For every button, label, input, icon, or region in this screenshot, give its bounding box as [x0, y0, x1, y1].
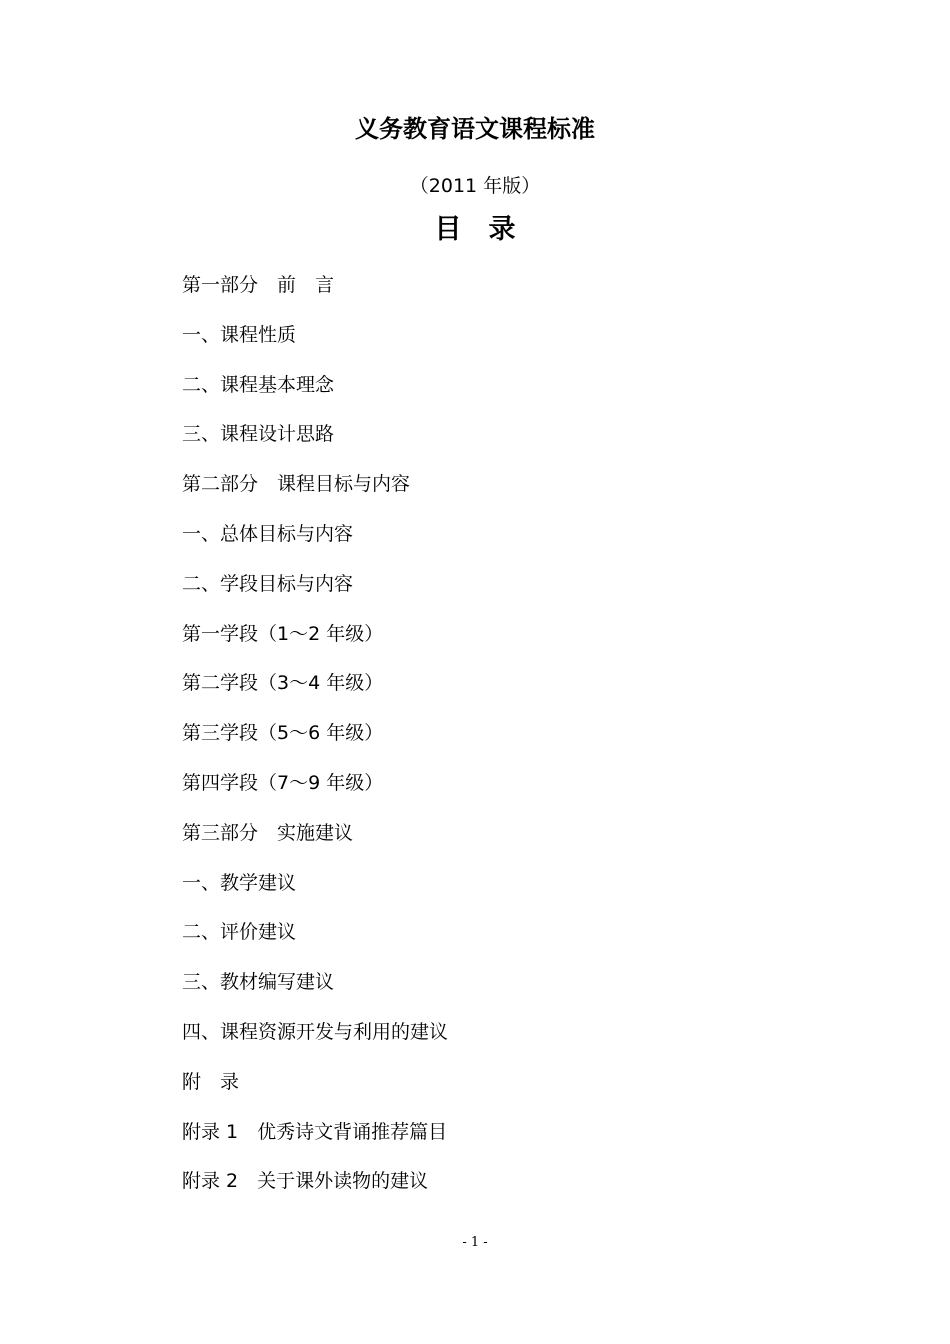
- toc-item: 二、课程基本理念: [182, 373, 335, 396]
- toc-item: 一、教学建议: [182, 871, 297, 894]
- toc-item: 四、课程资源开发与利用的建议: [182, 1020, 449, 1043]
- toc-item: 二、学段目标与内容: [182, 572, 354, 595]
- toc-item: 附录 2 关于课外读物的建议: [182, 1170, 429, 1193]
- toc-item: 第二学段（3～4 年级）: [182, 672, 384, 695]
- toc-item: 三、课程设计思路: [182, 423, 335, 446]
- toc-item: 第二部分 课程目标与内容: [182, 473, 411, 496]
- toc-item: 二、评价建议: [182, 921, 297, 944]
- toc-item: 第一部分 前 言: [182, 274, 335, 296]
- toc-item: 第三部分 实施建议: [182, 821, 354, 844]
- toc-item: 三、教材编写建议: [182, 971, 335, 994]
- edition-label: （2011 年版）: [409, 175, 541, 197]
- toc-item: 附 录: [182, 1070, 240, 1093]
- toc-item: 一、课程性质: [182, 323, 297, 346]
- page-number: - 1 -: [462, 1235, 488, 1250]
- document-title: 义务教育语文课程标准: [355, 115, 595, 143]
- table-of-contents: [182, 270, 448, 1216]
- toc-item: 第一学段（1～2 年级）: [182, 622, 384, 645]
- toc-item: 附录 1 优秀诗文背诵推荐篇目: [182, 1120, 448, 1143]
- toc-heading: 目 录: [434, 214, 516, 245]
- toc-item: 第三学段（5～6 年级）: [182, 722, 384, 745]
- toc-item: 第四学段（7～9 年级）: [182, 771, 384, 794]
- toc-item: 一、总体目标与内容: [182, 522, 354, 545]
